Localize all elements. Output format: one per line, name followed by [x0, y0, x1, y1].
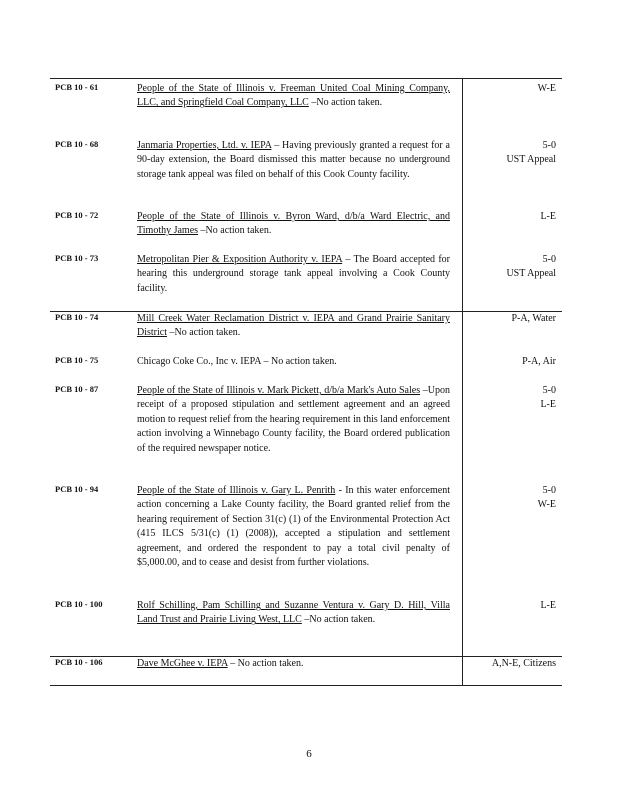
case-title: People of the State of Illinois v. Freeman United Coal Mining Company, LLC, and Springfield Coal Company, LLC: [137, 83, 450, 109]
vote-value: 5-0: [542, 254, 556, 265]
vote-cell: [466, 657, 556, 671]
vote-value: 5-0: [542, 385, 556, 396]
vote-value: P-A, Water: [511, 313, 556, 324]
case-number: PCB 10 - 68: [55, 139, 99, 149]
case-title: Janmaria Properties, Ltd. v. IEPA: [137, 140, 272, 151]
vote-cell: [466, 82, 556, 96]
case-text: – No action taken.: [227, 658, 304, 669]
case-number: PCB 10 - 87: [55, 384, 99, 394]
case-text: – Having previously granted a request for a 90-day extension, the Board dismissed this matter because no underground storage tank appeal was filed on behalf of this Cook County facility.: [137, 140, 450, 180]
page-number: 6: [306, 748, 312, 760]
case-title: People of the State of Illinois v. Gary L. Penrith: [137, 485, 336, 496]
case-number: PCB 10 - 74: [55, 312, 99, 322]
vote-value: 5-0: [542, 485, 556, 496]
vote-type: W-E: [537, 499, 556, 511]
case-text: –No action taken.: [308, 97, 383, 109]
vote-value: P-A, Air: [522, 356, 556, 367]
vote-cell: [466, 139, 556, 168]
vote-cell: [466, 253, 556, 282]
bottom-rule: [50, 685, 562, 686]
case-title: Mill Creek Water Reclamation District v. IEPA and Grand Prairie Sanitary District: [137, 313, 450, 339]
vote-cell: [466, 210, 556, 224]
case-number: PCB 10 - 72: [55, 210, 99, 220]
case-number: PCB 10 - 61: [55, 82, 99, 92]
vote-type: UST Appeal: [506, 268, 556, 280]
case-summary: [137, 384, 450, 456]
vote-value: L-E: [540, 600, 556, 611]
case-number: PCB 10 - 100: [55, 599, 103, 609]
vote-value: 5-0: [542, 140, 556, 151]
vote-cell: [466, 384, 556, 413]
case-number: PCB 10 - 94: [55, 484, 99, 494]
vote-value: L-E: [540, 211, 556, 222]
case-title: Chicago Coke Co., Inc v. IEPA: [137, 356, 261, 367]
vote-value: W-E: [537, 83, 556, 94]
case-title: Rolf Schilling, Pam Schilling and Suzanne Ventura v. Gary D. Hill, Villa Land Trust and Prairie Living West, LLC: [137, 600, 450, 626]
case-summary: [137, 484, 450, 570]
case-text: –Upon receipt of a proposed stipulation and settlement agreement and an agreed motion to request relief from the hearing requirement in this land enforcement action involving a Winnebago County facility, the Board ordered publication of the required newspaper notice.: [137, 385, 450, 454]
case-summary: [137, 139, 450, 182]
vote-type: L-E: [540, 399, 556, 411]
column-divider: [462, 78, 463, 685]
case-text: - In this water enforcement action concerning a Lake County facility, the Board granted relief from the hearing requirement of Section 31(c) (1) of the Environmental Protection Act (415 ILCS 5/31(c) (1) (2008)), accepted a stipulation and settlement agreement, and ordered the respondent to pay a total civil penalty of $5,000.00, and to cease and desist from further violations.: [137, 485, 450, 569]
case-text: –No action taken.: [301, 614, 376, 626]
case-title: Dave McGhee v. IEPA: [137, 658, 228, 669]
vote-cell: [466, 484, 556, 513]
vote-cell: [466, 599, 556, 613]
vote-cell: [466, 355, 556, 369]
case-title: People of the State of Illinois v. Byron Ward, d/b/a Ward Electric, and Timothy James: [137, 211, 450, 237]
case-title: People of the State of Illinois v. Mark Pickett, d/b/a Mark's Auto Sales: [137, 385, 421, 396]
case-text: – No action taken.: [260, 356, 337, 367]
case-summary: [137, 599, 450, 628]
vote-cell: [466, 312, 556, 326]
case-summary: [137, 355, 450, 369]
case-summary: [137, 657, 450, 671]
case-number: PCB 10 - 75: [55, 355, 99, 365]
case-text: –No action taken.: [167, 327, 241, 339]
vote-type: UST Appeal: [506, 154, 556, 166]
case-summary: [137, 312, 450, 341]
case-number: PCB 10 - 106: [55, 657, 103, 667]
case-text: –No action taken.: [198, 225, 272, 237]
case-title: Metropolitan Pier & Exposition Authority v. IEPA: [137, 254, 343, 265]
vote-value: A,N-E, Citizens: [491, 658, 556, 669]
top-rule: [50, 78, 562, 79]
case-summary: [137, 82, 450, 111]
case-summary: [137, 253, 450, 296]
case-text: – The Board accepted for hearing this underground storage tank appeal involving a Cook County facility.: [137, 254, 451, 294]
case-summary: [137, 210, 450, 239]
case-number: PCB 10 - 73: [55, 253, 99, 263]
